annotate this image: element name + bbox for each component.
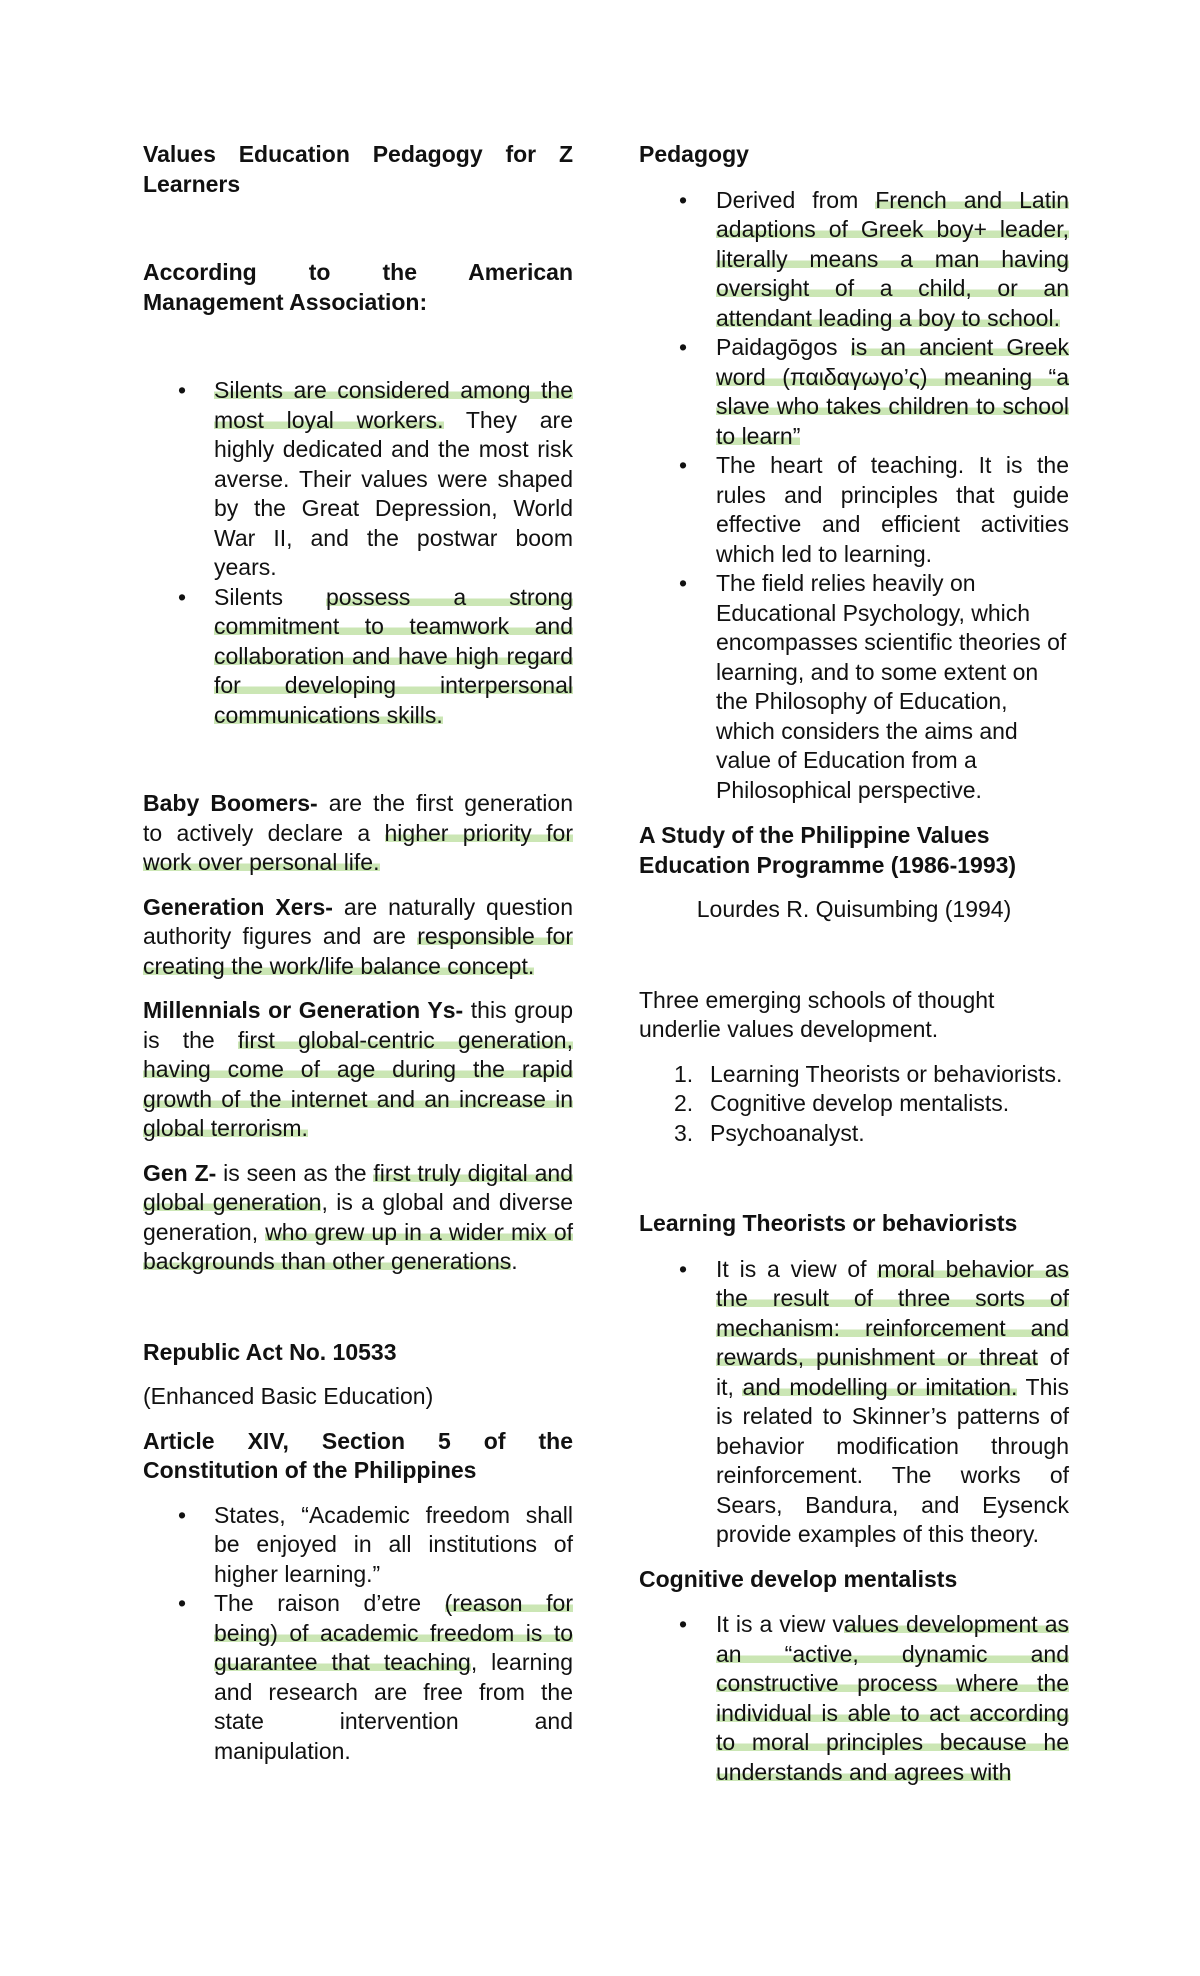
item-text: of it,: [716, 1344, 1069, 1400]
gen-z-paragraph: [143, 1159, 573, 1277]
term-label: Gen Z-: [143, 1159, 217, 1186]
paragraph-text: are the first generation to actively declare a: [143, 790, 573, 846]
list-item: [639, 333, 1069, 451]
learning-theorists-heading: Learning Theorists or behaviorists: [639, 1210, 1018, 1236]
gen-x-paragraph: [143, 893, 573, 982]
highlighted-text: higher priority for work over personal life.: [143, 819, 573, 875]
item-text: The raison d’etre: [214, 1590, 445, 1616]
list-item: [639, 1060, 1069, 1090]
highlighted-text: (reason for being) of academic freedom is to guarantee that teaching: [214, 1590, 573, 1675]
pedagogy-list: [639, 186, 1069, 806]
baby-boomers-paragraph: [143, 789, 573, 878]
list-item: [639, 569, 1069, 805]
paragraph-text: , is a global and diverse generation,: [143, 1189, 573, 1245]
list-item: [639, 1119, 1069, 1149]
highlighted-text: alues development as an “active, dynamic and constructive process where the individual is able to act according to moral principles because he understands and agrees with: [716, 1611, 1069, 1785]
item-text: Derived from: [716, 186, 876, 213]
list-item: [143, 376, 573, 583]
schools-intro: Three emerging schools of thought underlie values development.: [639, 986, 995, 1042]
item-text: They are highly dedicated and the most risk averse. Their values were shaped by the Great Depression, World War II, and the postwar boom years.: [214, 406, 573, 580]
item-text: The heart of teaching. It is the rules and principles that guide effective and efficient activities which led to learning.: [716, 452, 1069, 567]
item-text: The field relies heavily on Educational Psychology, which encompasses scientific theories of learning, and to some extent on the Philosophy of Education, which considers the aims and value of Education from a Philosophical perspective.: [716, 570, 1067, 803]
item-text: Learning Theorists or behaviorists.: [710, 1060, 1063, 1087]
paragraph-text: is seen as the: [216, 1159, 374, 1186]
highlighted-text: first truly digital and global generation: [143, 1159, 573, 1215]
paragraph-text: this group is the: [143, 997, 573, 1053]
ra-subtitle: (Enhanced Basic Education): [143, 1383, 434, 1409]
list-item: [639, 186, 1069, 334]
pedagogy-heading: Pedagogy: [639, 141, 749, 167]
term-label: Millennials or Generation Ys-: [143, 997, 464, 1023]
highlighted-text: moral behavior as the result of three sorts of mechanism: reinforcement and rewards, punishment or threat: [716, 1255, 1070, 1370]
term-label: Generation Xers-: [143, 893, 333, 920]
item-text: Silents: [214, 583, 326, 610]
ama-heading: According to the American Management Association:: [143, 259, 573, 315]
list-item: [639, 1255, 1069, 1550]
item-text: It is a view v: [716, 1611, 844, 1637]
list-item: [143, 583, 573, 731]
paragraph-text: are naturally question authority figures and are: [143, 893, 574, 949]
list-number: 3.: [674, 1119, 694, 1146]
learning-theorists-list: [639, 1255, 1069, 1550]
item-text: , learning and research are free from the state intervention and manipulation.: [214, 1649, 573, 1764]
left-column: [143, 140, 573, 1766]
document-title: Values Education Pedagogy for Z Learners: [143, 141, 573, 197]
ra-heading: Republic Act No. 10533: [143, 1338, 397, 1365]
list-item: [639, 451, 1069, 569]
highlighted-text: possess a strong commitment to teamwork and collaboration and have high regard for developing interpersonal communications skills.: [214, 583, 573, 728]
paragraph-text: .: [511, 1248, 518, 1274]
cognitive-list: [639, 1610, 1069, 1787]
study-heading: A Study of the Philippine Values Education Programme (1986-1993): [639, 822, 1017, 878]
highlighted-text: first global-centric generation, having come of age during the rapid growth of the internet and an increase in global terrorism.: [143, 1026, 573, 1141]
item-text: Paidagōgos: [716, 334, 851, 360]
study-author: Lourdes R. Quisumbing (1994): [696, 896, 1012, 922]
item-text: Psychoanalyst.: [710, 1119, 865, 1146]
list-item: [639, 1610, 1069, 1787]
highlighted-text: and modelling or imitation.: [742, 1373, 1018, 1400]
right-column: [639, 140, 1069, 1787]
silents-list: [143, 376, 573, 730]
article-heading: Article XIV, Section 5 of the Constitution of the Philippines: [143, 1427, 573, 1483]
list-item: [143, 1589, 573, 1766]
item-text: States, “Academic freedom shall be enjoyed in all institutions of higher learning.”: [214, 1501, 573, 1587]
millennials-paragraph: [143, 996, 573, 1144]
term-label: Baby Boomers-: [143, 790, 318, 816]
item-text: Cognitive develop mentalists.: [710, 1090, 1010, 1116]
list-number: 2.: [674, 1090, 694, 1116]
cognitive-heading: Cognitive develop mentalists: [639, 1565, 958, 1592]
highlighted-text: who grew up in a wider mix of backgrounds than other generations: [143, 1218, 574, 1274]
item-text: This is related to Skinner’s patterns of behavior modification through reinforcement. The works of Sears, Bandura, and Eysenck provide examples of this theory.: [716, 1373, 1070, 1547]
highlighted-text: is an ancient Greek word (παιδαγωγο’ς) meaning “a slave who takes children to school to learn”: [716, 334, 1069, 449]
highlighted-text: Silents are considered among the most loyal workers.: [214, 377, 573, 433]
schools-list: [639, 1060, 1069, 1149]
list-number: 1.: [674, 1060, 694, 1087]
highlighted-text: responsible for creating the work/life balance concept.: [143, 923, 574, 979]
item-text: It is a view of: [716, 1255, 878, 1282]
list-item: [143, 1501, 573, 1590]
highlighted-text: French and Latin adaptions of Greek boy+ leader, literally means a man having oversight of a child, or an attendant leading a boy to school.: [716, 186, 1069, 331]
article-list: [143, 1501, 573, 1767]
list-item: [639, 1089, 1069, 1119]
